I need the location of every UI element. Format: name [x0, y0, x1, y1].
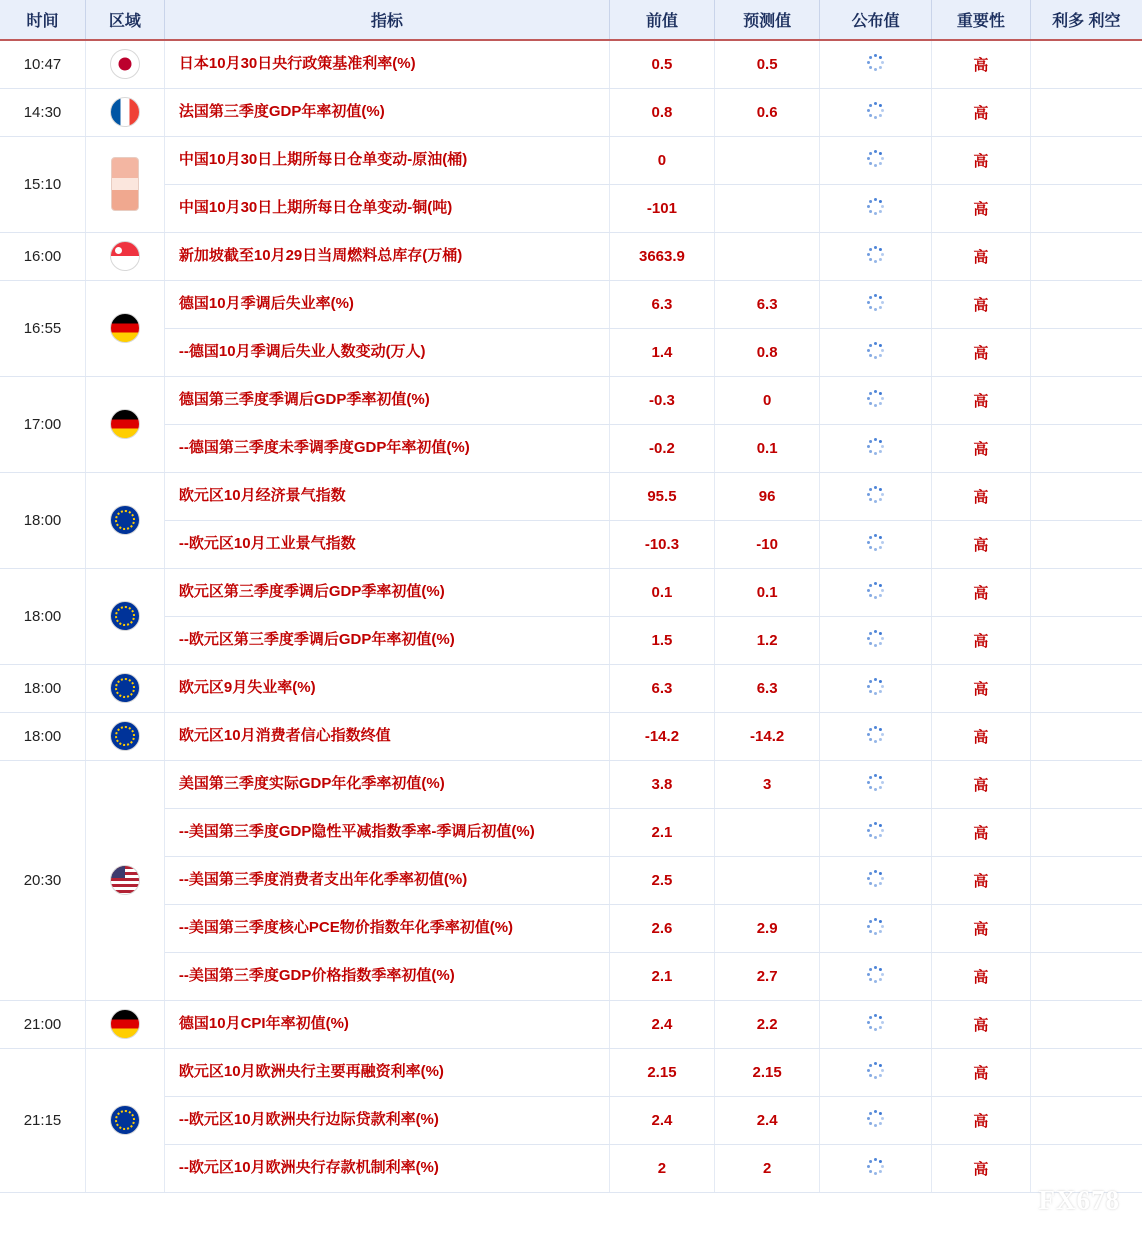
cell-bias	[1030, 856, 1142, 904]
cell-time: 16:00	[0, 232, 85, 280]
loading-spinner-icon	[867, 1013, 885, 1031]
cell-importance: 高	[932, 376, 1031, 424]
cell-forecast-value: 2.4	[715, 1096, 820, 1144]
cell-indicator[interactable]: 欧元区9月失业率(%)	[164, 664, 609, 712]
cell-previous-value: 1.5	[609, 616, 714, 664]
table-row[interactable]	[0, 232, 1142, 280]
cell-indicator[interactable]: --德国第三季度未季调季度GDP年率初值(%)	[164, 424, 609, 472]
flag-icon-eu	[110, 721, 140, 751]
cell-published-value	[820, 520, 932, 568]
column-header-previous[interactable]: 前值	[609, 0, 714, 40]
loading-spinner-icon	[867, 917, 885, 935]
cell-indicator[interactable]: --美国第三季度GDP隐性平减指数季率-季调后初值(%)	[164, 808, 609, 856]
cell-forecast-value: 2.2	[715, 1000, 820, 1048]
loading-spinner-icon	[867, 677, 885, 695]
cell-bias	[1030, 40, 1142, 88]
cell-importance: 高	[932, 808, 1031, 856]
cell-forecast-value	[715, 856, 820, 904]
cell-region	[85, 376, 164, 472]
cell-bias	[1030, 232, 1142, 280]
cell-importance: 高	[932, 184, 1031, 232]
loading-spinner-icon	[867, 965, 885, 983]
table-row[interactable]	[0, 664, 1142, 712]
cell-forecast-value	[715, 184, 820, 232]
cell-time: 18:00	[0, 568, 85, 664]
cell-importance: 高	[932, 856, 1031, 904]
loading-spinner-icon	[867, 773, 885, 791]
table-row[interactable]	[0, 856, 1142, 904]
loading-spinner-icon	[867, 869, 885, 887]
cell-bias	[1030, 1144, 1142, 1192]
cell-importance: 高	[932, 280, 1031, 328]
table-row[interactable]	[0, 1048, 1142, 1096]
cell-published-value	[820, 88, 932, 136]
cell-published-value	[820, 280, 932, 328]
loading-spinner-icon	[867, 533, 885, 551]
cell-indicator[interactable]: 中国10月30日上期所每日仓单变动-铜(吨)	[164, 184, 609, 232]
cell-importance: 高	[932, 520, 1031, 568]
cell-indicator[interactable]: 新加坡截至10月29日当周燃料总库存(万桶)	[164, 232, 609, 280]
cell-published-value	[820, 1096, 932, 1144]
cell-previous-value: 0.8	[609, 88, 714, 136]
cell-published-value	[820, 1000, 932, 1048]
cell-published-value	[820, 376, 932, 424]
cell-indicator[interactable]: 德国第三季度季调后GDP季率初值(%)	[164, 376, 609, 424]
cell-importance: 高	[932, 1144, 1031, 1192]
cell-bias	[1030, 952, 1142, 1000]
cell-time: 18:00	[0, 472, 85, 568]
cell-previous-value: 3663.9	[609, 232, 714, 280]
table-row[interactable]	[0, 184, 1142, 232]
flag-icon-eu	[110, 601, 140, 631]
watermark: FX678	[1038, 1185, 1120, 1215]
cell-forecast-value	[715, 232, 820, 280]
header-row	[0, 0, 1142, 40]
cell-forecast-value: 0.1	[715, 424, 820, 472]
cell-forecast-value: 6.3	[715, 664, 820, 712]
table-row[interactable]	[0, 760, 1142, 808]
cell-previous-value: -0.2	[609, 424, 714, 472]
cell-indicator[interactable]: --美国第三季度GDP价格指数季率初值(%)	[164, 952, 609, 1000]
cell-previous-value: 2.1	[609, 952, 714, 1000]
loading-spinner-icon	[867, 1157, 885, 1175]
cell-importance: 高	[932, 1048, 1031, 1096]
table-row[interactable]	[0, 472, 1142, 520]
cell-indicator[interactable]: 欧元区10月消费者信心指数终值	[164, 712, 609, 760]
cell-previous-value: -10.3	[609, 520, 714, 568]
cell-forecast-value	[715, 808, 820, 856]
cell-previous-value: 6.3	[609, 280, 714, 328]
cell-bias	[1030, 376, 1142, 424]
cell-importance: 高	[932, 136, 1031, 184]
cell-time: 10:47	[0, 40, 85, 88]
cell-published-value	[820, 232, 932, 280]
cell-importance: 高	[932, 40, 1031, 88]
cell-published-value	[820, 664, 932, 712]
cell-bias	[1030, 88, 1142, 136]
table-row[interactable]	[0, 1096, 1142, 1144]
cell-forecast-value	[715, 136, 820, 184]
cell-published-value	[820, 808, 932, 856]
cell-bias	[1030, 184, 1142, 232]
cell-indicator[interactable]: 欧元区10月欧洲央行主要再融资利率(%)	[164, 1048, 609, 1096]
table-row[interactable]	[0, 520, 1142, 568]
table-row[interactable]	[0, 712, 1142, 760]
table-row[interactable]	[0, 136, 1142, 184]
cell-published-value	[820, 472, 932, 520]
cell-bias	[1030, 616, 1142, 664]
flag-icon-eu	[110, 1105, 140, 1135]
cell-published-value	[820, 568, 932, 616]
cell-region	[85, 280, 164, 376]
cell-indicator[interactable]: 德国10月CPI年率初值(%)	[164, 1000, 609, 1048]
loading-spinner-icon	[867, 149, 885, 167]
cell-indicator[interactable]: 法国第三季度GDP年率初值(%)	[164, 88, 609, 136]
cell-forecast-value: 2.15	[715, 1048, 820, 1096]
cell-time: 15:10	[0, 136, 85, 232]
cell-importance: 高	[932, 232, 1031, 280]
cell-importance: 高	[932, 424, 1031, 472]
cell-bias	[1030, 328, 1142, 376]
cell-region	[85, 1048, 164, 1192]
cell-forecast-value: 3	[715, 760, 820, 808]
table-row[interactable]	[0, 1144, 1142, 1192]
cell-time: 16:55	[0, 280, 85, 376]
loading-spinner-icon	[867, 197, 885, 215]
table-row[interactable]	[0, 376, 1142, 424]
cell-previous-value: -0.3	[609, 376, 714, 424]
flag-icon-jp	[110, 49, 140, 79]
cell-forecast-value: 0	[715, 376, 820, 424]
column-header-time[interactable]: 时间	[0, 0, 85, 40]
cell-published-value	[820, 136, 932, 184]
cell-time: 21:00	[0, 1000, 85, 1048]
cell-published-value	[820, 712, 932, 760]
cell-forecast-value: -14.2	[715, 712, 820, 760]
cell-importance: 高	[932, 952, 1031, 1000]
loading-spinner-icon	[867, 581, 885, 599]
cell-bias	[1030, 808, 1142, 856]
column-header-indicator[interactable]: 指标	[164, 0, 609, 40]
cell-forecast-value: 96	[715, 472, 820, 520]
cell-bias	[1030, 280, 1142, 328]
cell-region	[85, 760, 164, 1000]
cell-previous-value: 2.4	[609, 1096, 714, 1144]
table-row[interactable]	[0, 616, 1142, 664]
flag-icon-fr	[110, 97, 140, 127]
flag-icon-cn	[111, 157, 139, 211]
cell-published-value	[820, 1144, 932, 1192]
table-row[interactable]	[0, 952, 1142, 1000]
cell-previous-value: 3.8	[609, 760, 714, 808]
loading-spinner-icon	[867, 1109, 885, 1127]
table-row[interactable]	[0, 328, 1142, 376]
loading-spinner-icon	[867, 725, 885, 743]
column-header-region[interactable]: 区域	[85, 0, 164, 40]
column-header-forecast[interactable]: 预测值	[715, 0, 820, 40]
cell-bias	[1030, 136, 1142, 184]
flag-icon-de	[110, 313, 140, 343]
cell-published-value	[820, 904, 932, 952]
table-row[interactable]	[0, 280, 1142, 328]
cell-previous-value: 2.15	[609, 1048, 714, 1096]
cell-bias	[1030, 568, 1142, 616]
cell-bias	[1030, 904, 1142, 952]
cell-time: 18:00	[0, 664, 85, 712]
table-row[interactable]	[0, 808, 1142, 856]
cell-published-value	[820, 616, 932, 664]
cell-importance: 高	[932, 904, 1031, 952]
cell-forecast-value: 2	[715, 1144, 820, 1192]
cell-region	[85, 232, 164, 280]
cell-published-value	[820, 856, 932, 904]
loading-spinner-icon	[867, 389, 885, 407]
cell-published-value	[820, 952, 932, 1000]
cell-importance: 高	[932, 1000, 1031, 1048]
table-row[interactable]	[0, 424, 1142, 472]
cell-time: 18:00	[0, 712, 85, 760]
cell-indicator[interactable]: 中国10月30日上期所每日仓单变动-原油(桶)	[164, 136, 609, 184]
cell-indicator[interactable]: --欧元区10月工业景气指数	[164, 520, 609, 568]
cell-previous-value: 2.5	[609, 856, 714, 904]
cell-time: 14:30	[0, 88, 85, 136]
cell-published-value	[820, 760, 932, 808]
cell-forecast-value: 0.5	[715, 40, 820, 88]
cell-published-value	[820, 40, 932, 88]
cell-forecast-value: 0.8	[715, 328, 820, 376]
cell-indicator[interactable]: --德国10月季调后失业人数变动(万人)	[164, 328, 609, 376]
cell-bias	[1030, 1048, 1142, 1096]
cell-region	[85, 88, 164, 136]
cell-region	[85, 712, 164, 760]
cell-bias	[1030, 760, 1142, 808]
cell-bias	[1030, 520, 1142, 568]
cell-bias	[1030, 1000, 1142, 1048]
cell-previous-value: 0.1	[609, 568, 714, 616]
cell-region	[85, 472, 164, 568]
cell-region	[85, 136, 164, 232]
cell-time: 17:00	[0, 376, 85, 472]
cell-region	[85, 40, 164, 88]
cell-forecast-value: 6.3	[715, 280, 820, 328]
cell-region	[85, 1000, 164, 1048]
cell-indicator[interactable]: --欧元区10月欧洲央行边际贷款利率(%)	[164, 1096, 609, 1144]
cell-indicator[interactable]: --美国第三季度核心PCE物价指数年化季率初值(%)	[164, 904, 609, 952]
loading-spinner-icon	[867, 245, 885, 263]
cell-previous-value: 2	[609, 1144, 714, 1192]
flag-icon-sg	[110, 241, 140, 271]
cell-previous-value: 95.5	[609, 472, 714, 520]
cell-indicator[interactable]: --欧元区第三季度季调后GDP年率初值(%)	[164, 616, 609, 664]
cell-indicator[interactable]: 德国10月季调后失业率(%)	[164, 280, 609, 328]
cell-forecast-value: 2.9	[715, 904, 820, 952]
cell-bias	[1030, 424, 1142, 472]
cell-importance: 高	[932, 664, 1031, 712]
loading-spinner-icon	[867, 437, 885, 455]
cell-forecast-value: 0.6	[715, 88, 820, 136]
cell-published-value	[820, 424, 932, 472]
loading-spinner-icon	[867, 293, 885, 311]
table-body	[0, 40, 1142, 1192]
cell-forecast-value: 0.1	[715, 568, 820, 616]
cell-importance: 高	[932, 88, 1031, 136]
cell-indicator[interactable]: --美国第三季度消费者支出年化季率初值(%)	[164, 856, 609, 904]
cell-indicator[interactable]: 美国第三季度实际GDP年化季率初值(%)	[164, 760, 609, 808]
loading-spinner-icon	[867, 53, 885, 71]
cell-previous-value: 2.6	[609, 904, 714, 952]
flag-icon-eu	[110, 673, 140, 703]
column-header-bias[interactable]: 利多 利空	[1030, 0, 1142, 40]
flag-icon-us	[110, 865, 140, 895]
cell-importance: 高	[932, 712, 1031, 760]
cell-region	[85, 664, 164, 712]
cell-forecast-value: 1.2	[715, 616, 820, 664]
cell-time: 21:15	[0, 1048, 85, 1192]
cell-importance: 高	[932, 616, 1031, 664]
cell-importance: 高	[932, 472, 1031, 520]
table-row[interactable]	[0, 40, 1142, 88]
flag-icon-eu	[110, 505, 140, 535]
cell-previous-value: 6.3	[609, 664, 714, 712]
cell-previous-value: 0	[609, 136, 714, 184]
table-row[interactable]	[0, 1000, 1142, 1048]
cell-indicator[interactable]: 欧元区10月经济景气指数	[164, 472, 609, 520]
cell-forecast-value: 2.7	[715, 952, 820, 1000]
cell-bias	[1030, 1096, 1142, 1144]
loading-spinner-icon	[867, 485, 885, 503]
cell-previous-value: 2.1	[609, 808, 714, 856]
table-row[interactable]	[0, 568, 1142, 616]
flag-icon-de	[110, 1009, 140, 1039]
loading-spinner-icon	[867, 341, 885, 359]
cell-indicator[interactable]: 欧元区第三季度季调后GDP季率初值(%)	[164, 568, 609, 616]
loading-spinner-icon	[867, 629, 885, 647]
loading-spinner-icon	[867, 821, 885, 839]
column-header-importance[interactable]: 重要性	[932, 0, 1031, 40]
cell-time: 20:30	[0, 760, 85, 1000]
loading-spinner-icon	[867, 1061, 885, 1079]
cell-forecast-value: -10	[715, 520, 820, 568]
loading-spinner-icon	[867, 101, 885, 119]
cell-previous-value: 1.4	[609, 328, 714, 376]
cell-previous-value: -101	[609, 184, 714, 232]
column-header-published[interactable]: 公布值	[820, 0, 932, 40]
cell-previous-value: 2.4	[609, 1000, 714, 1048]
cell-importance: 高	[932, 568, 1031, 616]
table-row[interactable]	[0, 88, 1142, 136]
cell-published-value	[820, 328, 932, 376]
cell-region	[85, 568, 164, 664]
cell-published-value	[820, 184, 932, 232]
cell-indicator[interactable]: 日本10月30日央行政策基准利率(%)	[164, 40, 609, 88]
cell-published-value	[820, 1048, 932, 1096]
table-row[interactable]	[0, 904, 1142, 952]
cell-indicator[interactable]: --欧元区10月欧洲央行存款机制利率(%)	[164, 1144, 609, 1192]
flag-icon-de	[110, 409, 140, 439]
cell-bias	[1030, 664, 1142, 712]
cell-previous-value: -14.2	[609, 712, 714, 760]
table-header	[0, 0, 1142, 40]
cell-bias	[1030, 712, 1142, 760]
cell-importance: 高	[932, 1096, 1031, 1144]
cell-previous-value: 0.5	[609, 40, 714, 88]
cell-bias	[1030, 472, 1142, 520]
cell-importance: 高	[932, 328, 1031, 376]
cell-importance: 高	[932, 760, 1031, 808]
